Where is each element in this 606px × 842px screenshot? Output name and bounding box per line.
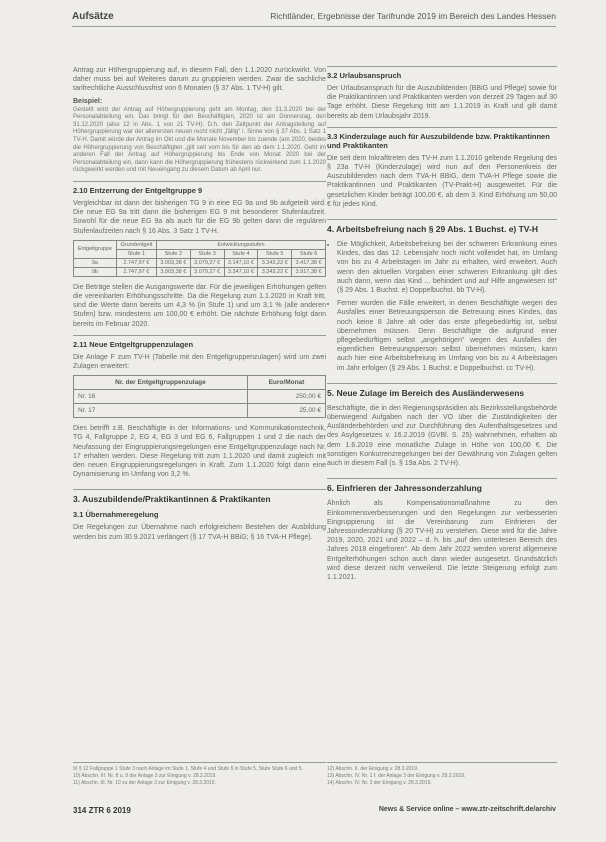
footnotes-right: [327, 762, 557, 787]
footnote: 14) Abschn. IV. Nr. 3 der Einigung v. 28.3.2019.: [327, 780, 432, 786]
right-column: [327, 66, 557, 586]
section-5-title: 5. Neue Zulage im Bereich des Ausländerwesens: [327, 383, 557, 398]
table-cell: 3.917,38 €: [292, 267, 326, 276]
section-2-11-title: 2.11 Neue Entgeltgruppenzulagen: [73, 335, 326, 349]
table-cell: Nr. 16: [74, 390, 248, 404]
section-2-11-text-2: Dies betrifft z.B. Beschäftigte in der Informations- und Kommunikationstechnik, TG 4, Fallgruppe 2, EG 4, EG 3 und EG 6, Fallgruppen 1 und 2 die nach der Neufassung der Eingruppierungsregelungen eine Entgeltgruppenzulage nach Nr. 17 erhalten werden. Diese Regelung tritt zum 1.1.2020 und damit zugleich mit den neuen Eingruppierungsregelungen in Kraft. Zum 1.1.2020 folgt dann eine Dynamisierung im Umfang von 3,2 %.: [73, 425, 326, 479]
section-5-text: Beschäftigte, die in den Regierungspräsidien als Bezirksstellungsbehörde überwiegend Aufgaben nach der VO über die Zuständigkeiten der Ausländerbehörden und zur Durchführung des Aufenthaltsgesetzes und des Asylgesetzes v. 16.2.2019 (GVBl. S. 25) wahrnehmen, erhalten ab dem 1.6.2019 eine monatliche Zulage in Höhe von 100,00 €. Die sonstigen Konkurrenzregelungen bei der Gewährung von Zulagen gelten auch in diesem Fall (s. § 19a Abs. 2 TV-H).: [327, 404, 557, 468]
example-text: Gestellt wird der Antrag auf Höhergruppierung geht am Montag, den 31.3.2020 bei der Personalabteilung ein. Das bringt für den Beschäftigten, 2020 ist am Donnerstag, den 31.12.2020 (also 12 in Abs. 1 von 21 TV-H). D.h. den Zeitpunkt der Antragstellung auf Höhergruppierung war der allerersten neuen recht nicht „fällig“ i. Sinne von § 37 Abs. 1 Satz 1 TV-H. Damit würde der Antrag im Okt und die Monate November bis zuende (am 2020, beides die Höhergruppierung von Beschäftigten „gilt seit vom bis für den ab dem 1.1.2020. Geht im anderen Fall der Antrag auf Höhergruppierung bis Ende von Monat 2020 bei der Personalabteilung ein, dann kann die Höhergruppierung frühestens rückwirkend zum 1.1.2020 rückgewirkt werden und mit Neueingang zu diesem Datum ab April nur.: [73, 106, 326, 174]
section-2-11-text: Die Anlage F zum TV-H (Tabelle mit den Entgeltgruppenzulagen) wird um zwei Zulagen erweitert:: [73, 353, 326, 370]
table-cell: 3.343,22 €: [258, 258, 292, 267]
footnote: 10) Abschn. III. Nr. 8 u. 9 der Anlage 3 zur Einigung v. 28.3.2019.: [73, 773, 217, 779]
allowance-table: [73, 375, 326, 418]
table-cell: 3.417,38 €: [292, 258, 326, 267]
table-cell: 250,00 €: [247, 390, 325, 404]
section-6-text: Ähnlich als Kompensationsmaßnahme zu den Einkommensverbesserungen und den Regelungen zur verbesserten Eingruppierung ist die Vereinbarung zum Einfrieren der Jahressonderzahlung (§ 20 TV-H) zu verstehen. Diese wird für die Jahre 2019, 2020, 2021 und 2022 – d. h. bis „auf den unterlesen Bereich des Jahres 2018 eingefroren“. Ab dem Jahr 2022 werden vorerst allgemeine Entgelterhöhungen schon auch dann wieder ausgesetzt. Grundsätzlich wird diese derzeit nicht verweilend. Die letzte Steigerung erfolgt zum 1.1.2021.: [327, 500, 557, 581]
table-row: [74, 390, 326, 404]
table-cell: 3.343,22 €: [258, 267, 292, 276]
section-2-10-text: Vergleichbar ist dann der bisherigen TG 9 in eine EG 9a und 9b aufgeteilt wird. Die neue EG 9a tritt dann die bisherigen EG 9 mit besonderer Stufenlaufzeit. Sowohl für die neue EG 9a als auch für die EG 9b gelten dann die regulären Stufenlaufzeiten nach § 16 Abs. 3 Satz 1 TV-H.: [73, 199, 326, 235]
table-header-cell: Stufe 4: [224, 249, 258, 258]
section-3-3-title: 3.3 Kinderzulage auch für Auszubildende bzw. Praktikantinnen und Praktikanten: [327, 127, 557, 150]
section-3-1-text: Die Regelungen zur Übernahme nach erfolgreichem Bestehen der Ausbildung werden bis zum 30.9.2021 verlängert (§ 17 TVA-H BBiG; § 16 TVA-H Pflege).: [73, 524, 326, 541]
running-header: [72, 8, 556, 27]
footnotes-left: [73, 762, 326, 787]
footnote: 13) Abschn. IV. Nr. 1 f. der Anlage 3 der Einigung v. 28.3.2019.: [327, 773, 466, 779]
table-cell: 25,00 €: [247, 404, 325, 418]
intro-paragraph: Antrag zur Höhergruppierung auf, in diesem Fall, den 1.1.2020 zurückwirkt. Von daher muss bei auf Weiteres darum zu gruppieren werden. Zwar die sachliche tarifrechtliche Ausschlussfrist von 6 Monaten (§ 37 Abs. 1 TV-H) gilt.: [73, 67, 326, 93]
section-3-title: 3. Auszubildende/Praktikantinnen & Praktikanten: [73, 489, 326, 504]
table-row: [74, 258, 326, 267]
salary-table: [73, 240, 326, 277]
article-title: Richtländer, Ergebnisse der Tarifrunde 2019 im Bereich des Landes Hessen: [270, 11, 556, 21]
table-header-cell: Stufe 2: [156, 249, 190, 258]
list-item: • Ferner wurden die Fälle erweitert, in denen Beschäftigte wegen des Ausfalles einer Betreuungsperson die Betreuung eines Kindes, das noch keine 8 Jahre alt oder das erste pflegebedürftig ist, selbst übernehmen müssen. Denn Beschäftigte die aufgrund einer pflegebedürftigen selbst „angehörigen“ wegen des Ausfalles der eigentlichen Betreuungsperson selbst übernehmen müssen, kann auch hier eine Arbeitsbefreiung im Umfang von bis zu 4 Arbeitstagen im Jahr erfolgen (§ 29 Abs. 1 Buchst. e Doppelbuchst. cc TV-H).: [337, 299, 557, 373]
table-cell: Nr. 17: [74, 404, 248, 418]
table-cell: 3.003,38 €: [156, 258, 190, 267]
page-number: 314 ZTR 6 2019: [73, 806, 131, 815]
section-6-title: 6. Einfrieren der Jahressonderzahlung: [327, 478, 557, 493]
table-header-cell: Nr. der Entgeltgruppenzulage: [74, 376, 248, 390]
table-header-cell: Stufe 1: [116, 249, 156, 258]
section-4-list: [327, 240, 557, 373]
table-cell: 9a: [74, 258, 117, 267]
table-cell: 2.747,97 €: [116, 258, 156, 267]
section-2-10-title: 2.10 Entzerrung der Entgeltgruppe 9: [73, 181, 326, 195]
example-label: Beispiel:: [73, 97, 103, 105]
section-4-title: 4. Arbeitsbefreiung nach § 29 Abs. 1 Buchst. e) TV-H: [327, 219, 557, 234]
section-label: Aufsätze: [72, 11, 114, 22]
table-cell: 3.147,10 €: [224, 258, 258, 267]
footnote: 11) Abschn. III. Nr. 10 zu der Anlage 3 zur Einigung v. 28.3.2019.: [73, 780, 216, 786]
table-header-cell: Entwicklungsstufen: [156, 240, 325, 249]
list-item: • Die Möglichkeit, Arbeitsbefreiung bei der schweren Erkrankung eines Kindes, das das 12. Lebensjahr noch nicht vollendet hat, im Umfang von bis zu 4 Arbeitstagen im Jahr zu erhalten, wird erweitert. Auch wenn den aktuellen Vorgaben einer schweren Erkrankung gilt dies auch dann, wenn das Kind ... behindert und auf Hilfe angewiesen ist“ (§ 29 Abs. 1 Buchst. e) Doppelbuchst. bb TV-H).: [337, 240, 557, 295]
section-2-10-text-2: Die Beträge stellen die Ausgangswerte dar. Für die jeweiligen Erhöhungen gelten die vereinbarten Erhöhungsschritte. Da die Regelung zum 1.1.2020 in Kraft tritt, sind die Werte dann bereits um 4,3 % (in Stufe 1) und um 3,1 % (alle anderen Stufen) bzw. mindestens um 100,00 € erhöht. Die nächste Erhöhung folgt dann bereits im Februar 2020.: [73, 283, 326, 328]
section-3-3-text: Die seit dem Inkrafttreten des TV-H zum 1.1.2010 geltende Regelung des § 23a TV-H (Kinderzulage) wird nun auf den Personenkreis der Auszubildenden nach dem TVA-H BBiG, dem TVA-H Pflege sowie die Praktikantinnen und Praktikanten (TV-Prakt-H) ausgeweitet. Für die gesetzlichen Kinder beträgt 100,00 €, ab dem 3. Kind Erhöhung um 50,00 € für jedes Kind.: [327, 154, 557, 208]
section-3-2-title: 3.2 Urlaubsanspruch: [327, 66, 557, 80]
table-header-cell: Stufe 5: [258, 249, 292, 258]
left-column: [73, 66, 326, 546]
footnote: 12) Abschn. II. der Einigung v. 28.3.2019.: [327, 766, 419, 772]
section-3-2-text: Der Urlaubsanspruch für die Auszubildenden (BBiG und Pflege) sowie für die Praktikantinnen und Praktikanten werden von derzeit 29 Tagen auf 30 Tage erhöht. Diese Regelung tritt am 1.1.2019 in Kraft und gilt damit bereits ab dem Urlaubsjahr 2019.: [327, 85, 557, 120]
website-link[interactable]: News & Service online – www.ztr-zeitschrift.de/archiv: [378, 806, 556, 813]
table-header-cell: Grundentgelt: [116, 240, 156, 249]
table-header-cell: Stufe 6: [292, 249, 326, 258]
footnote: 9) § 12 Fallgruppe 1 Stufe 3 nach Anlage im Stufe 1, Stufe 4 und Stufe 5 in Stufe 5, Stufe Stufe 6 und 5.: [73, 766, 303, 772]
page-footer: [73, 806, 556, 818]
table-header-cell: Euro/Monat: [247, 376, 325, 390]
section-3-1-title: 3.1 Übernahmeregelung: [73, 510, 159, 520]
table-cell: 3.347,10 €: [224, 267, 258, 276]
table-cell: 3.079,27 €: [190, 267, 224, 276]
table-cell: 3.079,27 €: [190, 258, 224, 267]
table-header-cell: Entgeltgruppe: [74, 240, 117, 258]
table-cell: 9b: [74, 267, 117, 276]
table-row: [74, 404, 326, 418]
table-header-cell: Stufe 3: [190, 249, 224, 258]
table-cell: 2.747,97 €: [116, 267, 156, 276]
table-cell: 3.003,38 €: [156, 267, 190, 276]
table-row: [74, 267, 326, 276]
